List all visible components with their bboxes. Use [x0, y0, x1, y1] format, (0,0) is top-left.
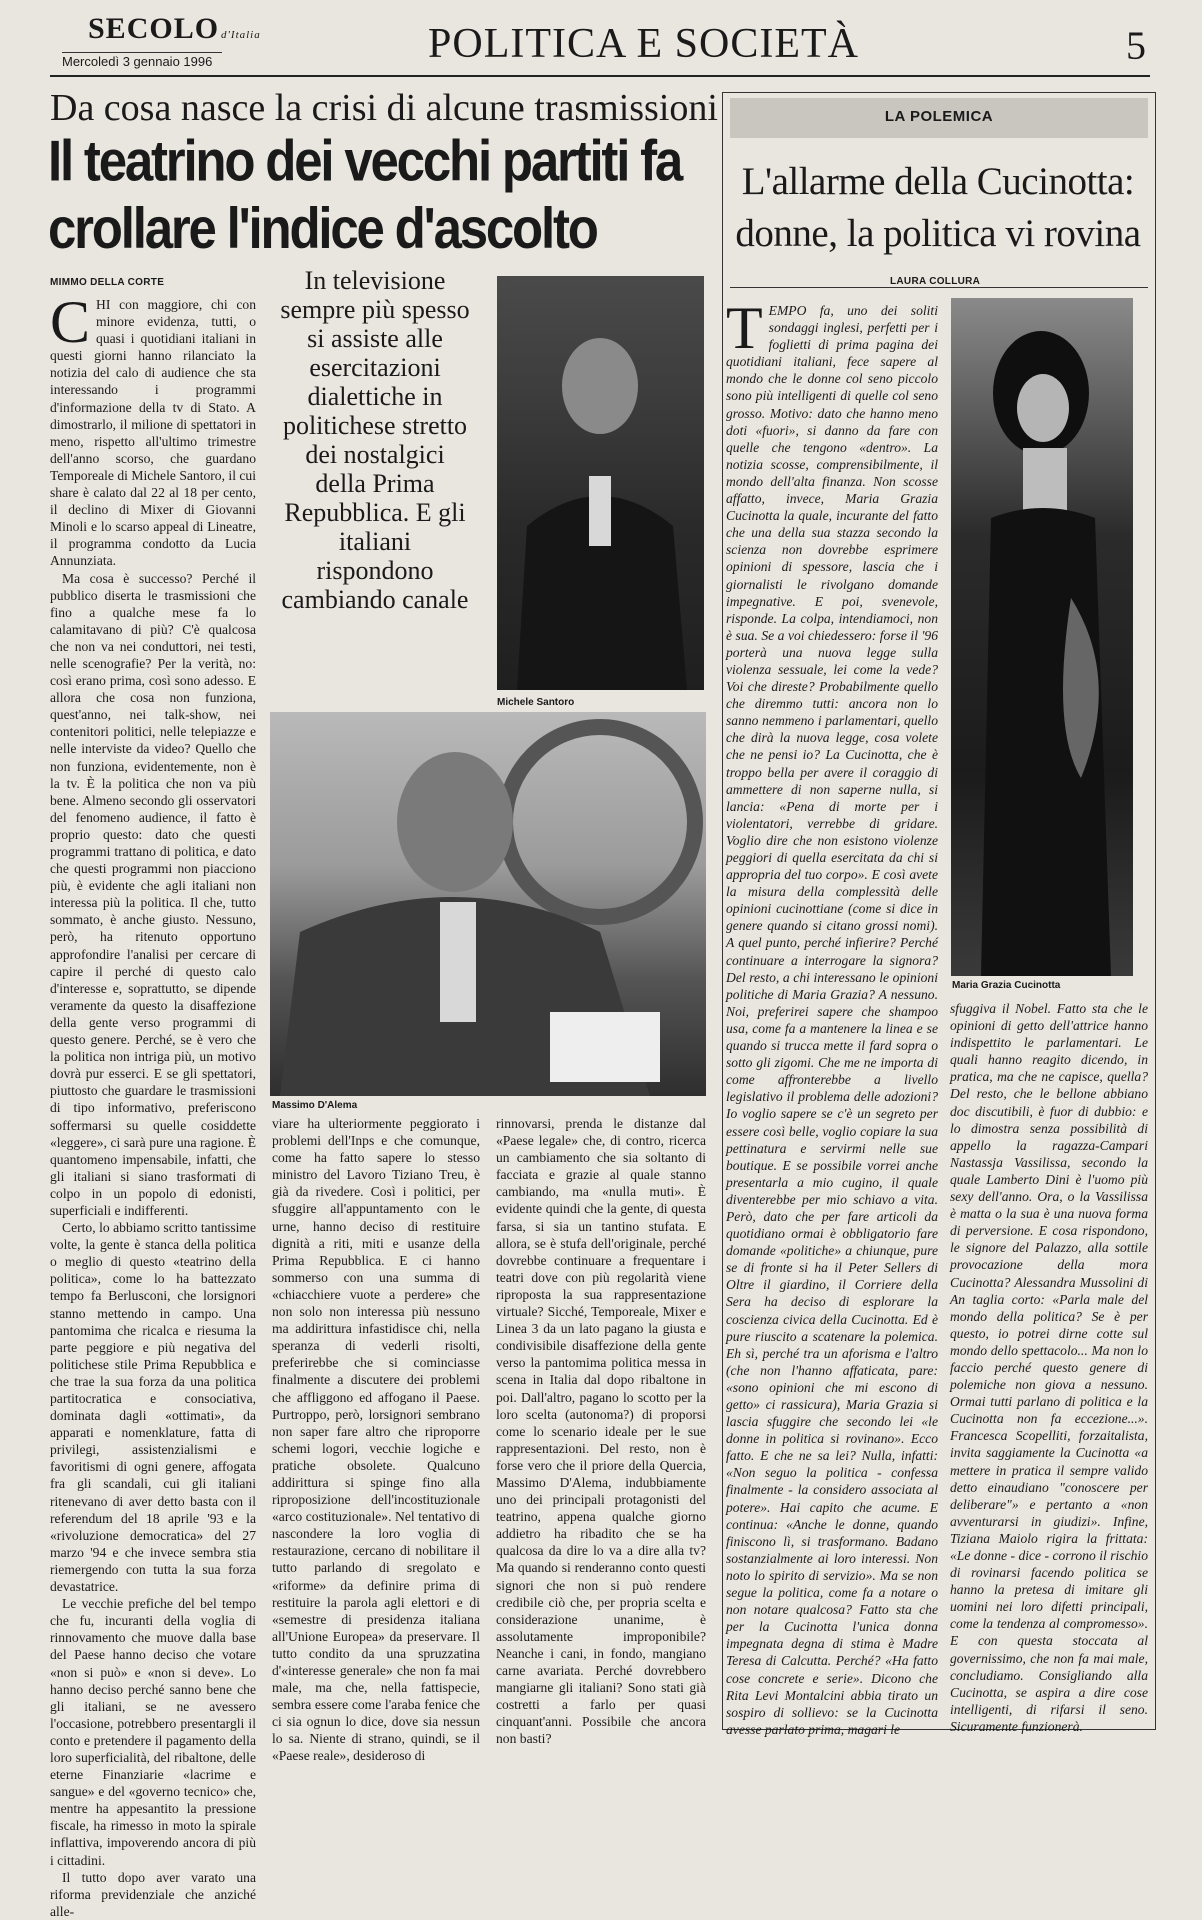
logo-sub: d'Italia [221, 29, 261, 41]
feature-label: LA POLEMICA [884, 108, 994, 125]
paragraph: HI con maggiore, chi con minore evidenza, tutti, o quasi i quotidiani italiani in questi giorni hanno rilanciato la notizia del calo di audience che sta interessando i programmi d'informazione della tv di Stato. A dimostrarlo, il milione di spettatori in meno, rispetto all'ultimo trimestre dell'anno scorso, che guardano Temporeale di Michele Santoro, il cui share è calato dal 22 al 18 per cento, il declino di Mixer di Giovanni Minoli e lo scarso appeal di Lineatre, il programma condotto da Lucia Annunziata. [50, 297, 256, 569]
section-title: POLITICA E SOCIETÀ [428, 21, 859, 67]
feature-column-1 [726, 295, 938, 1737]
paragraph: EMPO fa, uno dei soliti sondaggi inglesi, perfetti per i foglietti di prima pagina dei quotidiani italiani, fece sapere al mondo che le donne col seno piccolo sono più intelligenti di quelle col seno grosso. Motivo: dato che hanno meno doti «fuori», si danno da fare con quelle che tengono «dentro». La notizia scosse, comprensibilmente, il mondo dell'alta finanza. Non scosse affatto, invece, Maria Grazia Cucinotta la quale, incurante del fatto che una della sua stazza secondo la scienza non dovrebbe esprimere opinioni di spessore, lascia che i giornalisti le rivolgano domande impegnative. E poi, svenevole, risponde. La colpa, intendiamoci, non è sua. Se a voi chiedessero: forse il '96 porterà una nuova legge sulla violenza sessuale, lei come la vede? Voi che direste? Probabilmente quello che diremmo tutti: ancora non lo sanno nemmeno i parlamentari, quello che dirà la nuova legge, cosa volete che ne pensi io? La Cucinotta, che è troppo bella per avere il coraggio di ammettere di non saperne nulla, si lancia: «Pena di morte per i violentatori, verrebbe di gridare. Voglio dire che non esistono violenze peggiori di quella esercitata da chi si appropria del tuo corpo». E così avete la misura della complessità delle opinioni cucinottiane (come si dice in genere quando si citano grossi nomi). A quel punto, perché infierire? Perché continuare a interrogare la signora? Del resto, a chi interessano le opinioni politiche di Maria Grazia? A nessuno. Noi, preferirei sapere che shampoo usa, come fa a mantenere la linea e se quando si trucca mette il fard sopra o sotto gli zigomi. Che me ne importa di come affronterebbe a livello legislativo il problema delle adozioni? Io voglio sapere se c'è un segreto per essere così belle, voglio copiare la sua pettinatura e servirmi nelle sue boutique. E se possibile vorrei anche presentarla a mio cugino, il quale diventerebbe per mio schiavo a vita. Però, dato che per fare articoli da quotidiano ormai è obbligatorio fare domande «politiche» a chiunque, pure se di fronte si ha il Peter Sellers di Oltre il giardino, il Corriere della Sera ha deciso di esplorare la coscienza civica della Cucinotta. Ed è pure riuscito a scatenare la polemica. Eh sì, perché tra un aforisma e l'altro (che non l'hanno affaticata, pare: «sono opinioni che mi escono di getto» ci rassicura), Maria Grazia si lascia sfuggire che secondo lei «le donne in politica si rovinano». Ecco fatto. E che ne sa lei? Nulla, infatti: «Non seguo la politica - confessa finalmente - la considero associata al potere». Hai capito che acume. E continua: «Anche le donne, quando finiscono lì, si trasformano. Badano sostanzialmente ai loro interessi. Non noto lo spirito di servizio». Ma se non segue la politica, come fa a notare o non notare qualcosa? Fatto sta che per la Cucinotta l'unica donna impegnata degna di stima è Madre Teresa di Calcutta. Perché? «Ha fatto cose concrete e serie». Dicono che Rita Levi Montalcini abbia tirato un sospiro di sollievo: se la Cucinotta avesse parlato prima, magari le [726, 303, 938, 1737]
caption-dalema: Massimo D'Alema [272, 1100, 358, 1111]
masthead-rule [50, 75, 1150, 77]
paragraph: rinnovarsi, prenda le distanze dal «Paese legale» che, di contro, ricerca un cambiamento che sia soltanto di facciata e grazie al quale stanno cambiando, ma «nulla muti». È evidente quindi che la gente, di questa farsa, si sia un tantino stufata. E allora, se è stufa dell'originale, perché dovrebbe continuare a frequentare i teatri dove con più regolarità viene riproposta la sua rappresentazione virtuale? Sicché, Temporeale, Mixer e Linea 3 da un lato pagano la giusta e condivisibile disaffezione della gente verso la pantomima politica messa in scena in Italia dal dopo ribaltone in poi. Dall'altro, pagano lo scotto per la loro scelta (autonoma?) di proporsi come lo scenario ideale per le sue rappresentazioni. Del resto, non è forse vero che il priore della Quercia, Massimo D'Alema, indubbiamente uno dei principali protagonisti del teatrino, appena qualche giorno addietro ha ribadito che se ha qualcosa da dire lo va a dire alla tv? Ma quando si renderanno conto questi signori che non si può rendere credibile ciò che, per propria scelta e considerazione unanime, è assolutamente improponibile? Neanche i cani, in fondo, mangiano carne avariata. Perché dovrebbero mangiarne gli italiani? Sono stati già costretti a farlo per quasi cinquant'anni. Possibile che ancora non basti? [496, 1116, 706, 1747]
dropcap: C [50, 289, 91, 355]
article-headline: Il teatrino dei vecchi partiti fa crollare l'indice d'ascolto [48, 129, 682, 261]
portrait-figure-icon [951, 298, 1133, 976]
issue-date: Mercoledì 3 gennaio 1996 [62, 52, 222, 69]
pull-quote: In televisione sempre più spesso si assiste alle esercitazioni dialettiche in politichese stretto dei nostalgici della Prima Repubblica. E gli italiani rispondono cambiando canale [280, 266, 470, 614]
photo-maria-grazia-cucinotta [951, 298, 1133, 976]
photo-michele-santoro [497, 276, 704, 690]
logo-text: SECOLO [88, 12, 220, 45]
portrait-figure-icon [497, 276, 704, 690]
article-author: MIMMO DELLA CORTE [50, 277, 165, 288]
feature-column-2 [950, 1000, 1148, 1734]
photo-massimo-dalema [270, 712, 706, 1096]
masthead-logo [88, 12, 261, 46]
page-number: 5 [1126, 23, 1146, 68]
paragraph: viare ha ulteriormente peggiorato i problemi dell'Inps e che comunque, come ha fatto sapere lo stesso ministro del Lavoro Tiziano Treu, è già da rivedere. Così i politici, per sfuggire all'appuntamento con le urne, hanno deciso di restituire dignità a riti, miti e usanze della Prima Repubblica. E ci hanno sommerso con una summa di «chiacchiere vuote a perdere» che non solo non interessa più nessuno ma addirittura infastidisce chi, nella speranza di vederli risolti, preferirebbe che si cominciasse finalmente a discutere dei problemi che affliggono ed affogano il Paese. Purtroppo, però, lorsignori sembrano non saper fare altro che riproporre schemi logori, vecchie logiche e pratiche obsolete. Qualcuno addirittura si spinge fino alla riproposizione dell'incostituzionale «arco costituzionale». Nel tentativo di nascondere la loro voglia di restaurazione, cercano di nobilitare il tutto parlando di sregolato e «riforme» da definire prima di restituire la parola agli elettori e di «semestre di presidenza italiana all'Unione Europea» da preservare. Il tutto condito da una spruzzatina d'«interesse generale» che non fa mai male, ma che, nella fattispecie, sembra essere come l'araba fenice che ci sia ognun lo dice, dove sia nessun lo sa. Niente di strano, quindi, se il «Paese reale», desideroso di [272, 1116, 480, 1764]
article-column-1 [50, 289, 256, 1919]
paragraph: Certo, lo abbiamo scritto tantissime volte, la gente è stanca della politica o meglio di questo «teatrino della politica», come lo ha battezzato tempo fa Berlusconi, che lorsignori stanno mettendo in campo. Una pantomima che ricalca e riesuma la parte peggiore e più negativa del politichese stile Prima Repubblica e che trae la sua forza da una politica partitocratica e consociativa, dominata dagli «ottimati», da apparati e nomenklature, fatta di privilegi, assistenzialismi e favoritismi di ogni genere, affogata fra gli scandali, cui gli italiani ritenevano di aver detto basta con il referendum del 18 aprile '93 e la «rivoluzione democratica» del 27 marzo '94 e che invece sembra stia riemergendo con tutta la sua forza devastatrice. [50, 1220, 256, 1595]
article-kicker: Da cosa nasce la crisi di alcune trasmissioni [50, 87, 718, 129]
article-column-2 [272, 1115, 480, 1764]
feature-title: L'allarme della Cucinotta: donne, la politica vi rovina [735, 160, 1141, 255]
caption-cucinotta: Maria Grazia Cucinotta [952, 980, 1061, 991]
paragraph: Il tutto dopo aver varato una riforma previdenziale che anziché alle- [50, 1869, 256, 1919]
feature-rule [730, 287, 1148, 288]
paragraph: sfuggiva il Nobel. Fatto sta che le opinioni di getto dell'attrice hanno indispettito le parlamentari. Le quali hanno reagito dicendo, in pratica, ma che ne capisce, quella? Del resto, che le bellone abbiano doc discutibili, è fuor di dubbio: e lo dimostra senza possibilità di appello la ragazza-Campari Nastassja Vassilissa, secondo la quale Lamberto Dini è l'uomo più sexy dell'anno. Ora, o la Vassilissa è matta o la sua è una nuova forma di perversione. E cosa rispondono, le signore del Palazzo, alla sottile provocazione della mora Cucinotta? Alessandra Mussolini di An taglia corto: «Parla male del mondo della politica? Se è per questo, io potrei dirne cotte sul mondo dello spettacolo... Ma non lo faccio perché questo genere di polemiche non giova a nessuno. Ormai tutti parlano di politica e la Cucinotta non fa eccezione...». Francesca Scopelliti, forzaitalista, invita saggiamente la Cucinotta «a mettere in pratica il sempre valido detto einaudiano "conoscere per deliberare"» e pertanto a «non avventurarsi in giudizi». Infine, Tiziana Maiolo rigira la frittata: «Le donne - dice - corrono il rischio di rovinarsi facendo politica se hanno la pretesa di imitare gli uomini nei loro difetti principali, come la tendenza al compromesso». E con questa stoccata al governissimo, che non fa mai male, concludiamo. Consigliando alla Cucinotta, se aspira a dire cose intelligenti, di rifarsi il seno. Sicuramente funzionerà. [950, 1001, 1148, 1734]
paragraph: Le vecchie prefiche del bel tempo che fu, incuranti della voglia di rinnovamento che muove dalla base del Paese hanno deciso che votare «non si può» e «non si deve». Lo hanno deciso perché sanno bene che gli italiani, se ne avessero l'occasione, potrebbero presentargli il conto e pretendere il pagamento della loro superficialità, del ribaltone, delle eterne Finanziarie «lacrime e sangue» e del «governo tecnico» che, mentre ha appesantito la pressione fiscale, ha rimesso in moto la spirale inflattiva, impoverendo ancora di più i cittadini. [50, 1596, 256, 1868]
dropcap: T [726, 295, 763, 361]
portrait-figure-icon [270, 712, 706, 1096]
article-column-3 [496, 1115, 706, 1747]
paragraph: Ma cosa è successo? Perché il pubblico diserta le trasmissioni che fino a qualche mese fa lo calamitavano di più? C'è qualcosa che non va nei conduttori, nei testi, nelle scenografie? Per la verità, no: così erano prima, così sono adesso. E allora che cosa non funziona, quest'anno, nei talk-show, nei contenitori politici, nelle telepiazze e nelle interviste da video? Quello che non funziona, evidentemente, non è la tv. È la politica che non va più bene. Almeno secondo gli osservatori del fenomeno audience, il fatto è proprio questo: dato che questi programmi trattano di politica, e dato che questi programmi non piacciono più, è evidente che agli italiani non interessa più la politica. Il che, tutto sommato, è anche giusto. Nessuno, però, ha ritenuto opportuno approfondire l'analisi per cercare di capire il perché di questo calo d'interesse e, soprattutto, se dipende veramente da questo la disaffezione della gente verso programmi di questo genere. Perché, se è vero che la politica non intriga più, un motivo dovrà pur esserci. E se gli spettatori, piuttosto che guardare le trasmissioni di tipo informativo, preferiscono soffermarsi su quelle cosiddette «leggere», ci sarà pure una ragione. È quantomeno impensabile, infatti, che gli italiani si siano trasformati di colpo in un popolo di edonisti, superficiali e indifferenti. [50, 570, 256, 1218]
caption-santoro: Michele Santoro [497, 697, 575, 708]
feature-author: LAURA COLLURA [890, 276, 981, 287]
